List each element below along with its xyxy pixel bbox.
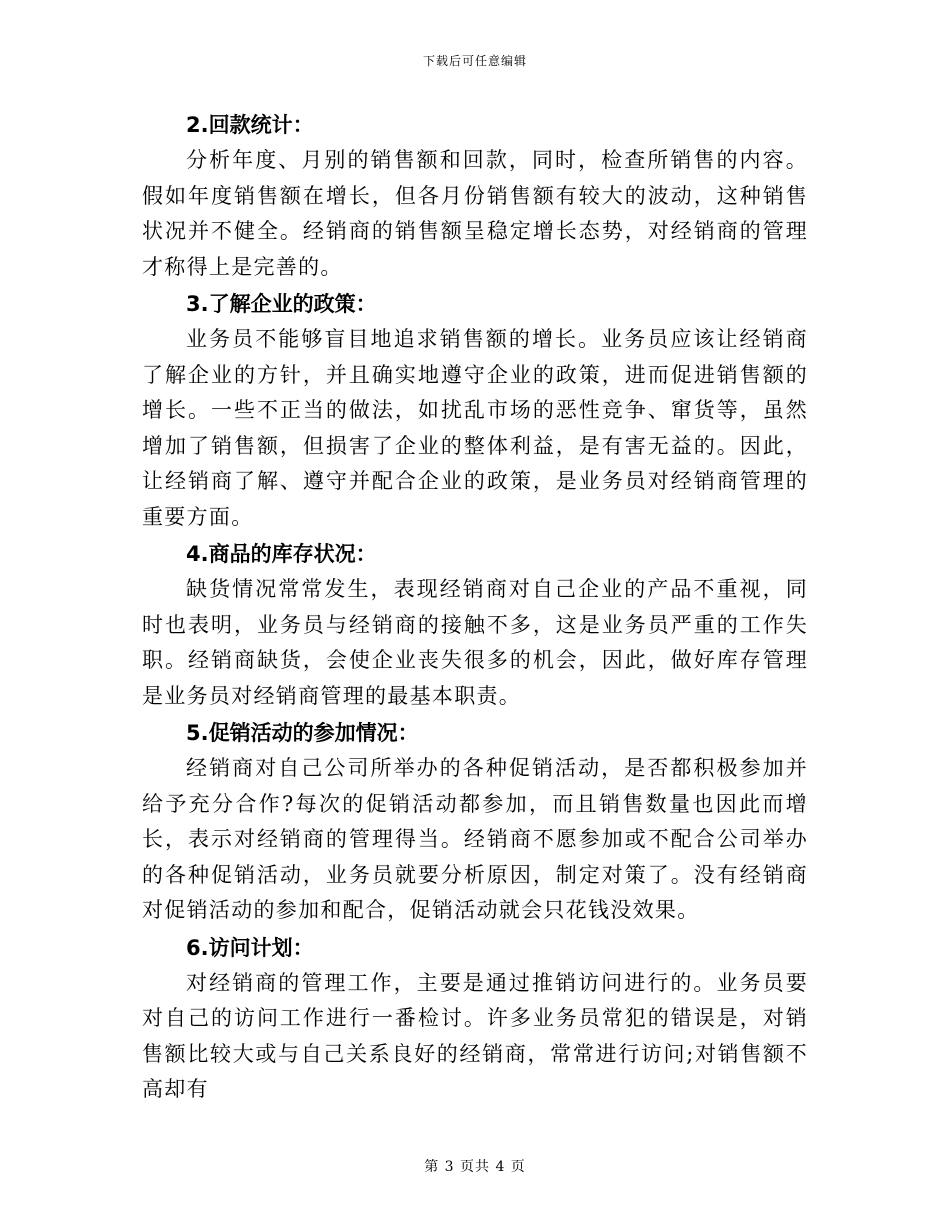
page-number-footer: 第 3 页共 4 页 — [424, 1159, 526, 1175]
section-company-policy — [142, 287, 808, 535]
section-heading: 5.促销活动的参加情况： — [186, 721, 419, 745]
section-paragraph: 对经销商的管理工作，主要是通过推销访问进行的。业务员要对自己的访问工作进行一番检讨。许多业务员常犯的错误是，对销售额比较大或与自己关系良好的经销商，常常进行访问;对销售额不高却有 — [142, 970, 808, 1101]
document-body — [142, 106, 808, 1108]
section-paragraph: 业务员不能够盲目地追求销售额的增长。业务员应该让经销商了解企业的方针，并且确实地遵守企业的政策，进而促进销售额的增长。一些不正当的做法，如扰乱市场的恶性竞争、窜货等，虽然增加了销售额，但损害了企业的整体利益，是有害无益的。因此，让经销商了解、遵守并配合企业的政策，是业务员对经销商管理的重要方面。 — [142, 327, 808, 529]
section-heading: 6.访问计划： — [186, 935, 314, 960]
section-inventory-status — [142, 537, 808, 714]
section-visit-plan — [142, 931, 808, 1108]
section-paragraph: 经销商对自己公司所举办的各种促销活动，是否都积极参加并给予充分合作?每次的促销活动都参加，而且销售数量也因此而增长，表示对经销商的管理得当。经销商不愿参加或不配合公司举办的各种促销活动，业务员就要分析原因，制定对策了。没有经销商对促销活动的参加和配合，促销活动就会只花钱没效果。 — [142, 756, 808, 922]
section-paragraph: 分析年度、月别的销售额和回款，同时，检查所销售的内容。假如年度销售额在增长，但各月份销售额有较大的波动，这种销售状况并不健全。经销商的销售额呈稳定增长态势，对经销商的管理才称得上是完善的。 — [142, 148, 808, 279]
section-promotion-participation — [142, 716, 808, 929]
page-header: 下载后可任意编辑 — [422, 54, 527, 68]
section-heading: 3.了解企业的政策： — [186, 292, 377, 316]
section-payment-statistics — [142, 108, 808, 285]
section-heading: 4.商品的库存状况： — [186, 542, 377, 566]
section-heading: 2.回款统计： — [186, 113, 314, 137]
section-paragraph: 缺货情况常常发生，表现经销商对自己企业的产品不重视，同时也表明，业务员与经销商的接触不多，这是业务员严重的工作失职。经销商缺货，会使企业丧失很多的机会，因此，做好库存管理是业务员对经销商管理的最基本职责。 — [142, 577, 808, 708]
